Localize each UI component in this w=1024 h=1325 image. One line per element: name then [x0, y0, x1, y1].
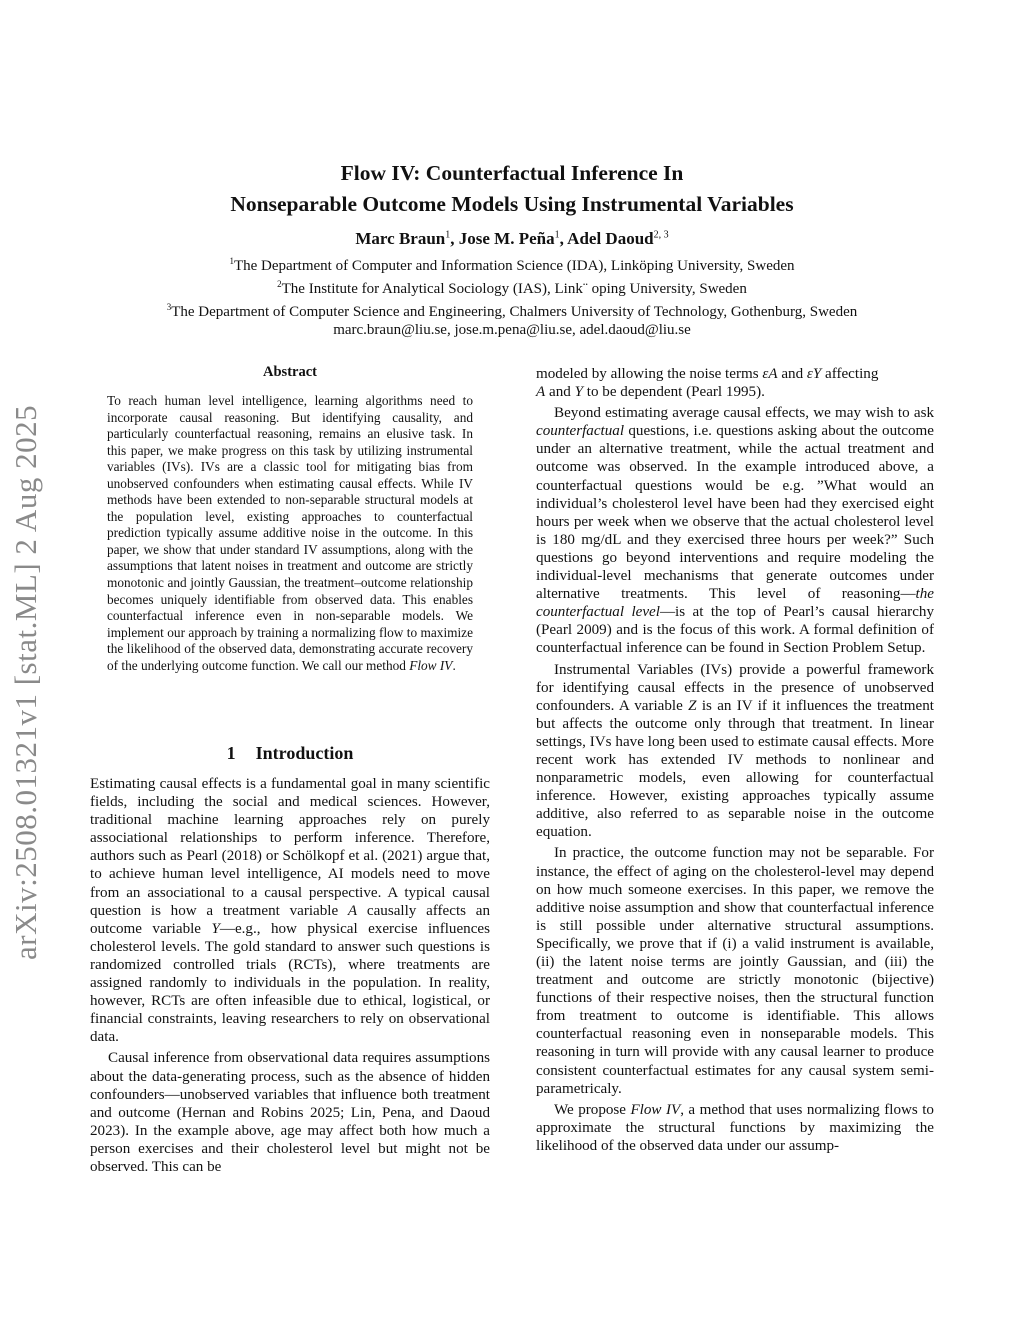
emphasis: the counterfactual level: [536, 586, 934, 621]
paragraph: Estimating causal effects is a fundamental goal in many scientific fields, including the social and medical sciences. However, traditional machine learning approaches rely on purely associational relationships to perform inference. Therefore, authors such as Pearl (2018) or Schölkopf et al. (2021) argue that, to achieve human level intelligence, AI models need to move from an associational to a causal perspective. A typical causal question is how a treatment variable A causally affects an outcome variable Y—e.g., how physical exercise influences cholesterol levels. The gold standard to answer such questions is randomized controlled trials (RCTs), where treatments are assigned randomly to individuals in the population. In reality, however, RCTs are often infeasible due to ethical, logistical, or financial constraints, leaving researchers to rely on observational data.: [90, 776, 491, 1046]
affil-text: The Department of Computer and Information Science (IDA), Linköping University, Sweden: [233, 258, 795, 274]
affil-sup: 2: [277, 279, 282, 289]
author-affil-sup: 1: [445, 229, 451, 241]
author-affil-sup: 2, 3: [653, 229, 669, 241]
affiliation-line: [0, 275, 1024, 298]
method-name: Flow IV: [409, 657, 453, 673]
author-name: Jose M. Peña: [458, 229, 555, 248]
section-number: 1: [226, 743, 236, 763]
abstract-end: .: [452, 657, 456, 673]
abstract-body: [107, 393, 473, 674]
math-var: Y: [211, 920, 220, 937]
email-line: marc.braun@liu.se, jose.m.pena@liu.se, adel.daoud@liu.se: [333, 322, 691, 338]
math-var: εA: [762, 366, 778, 382]
abstract-heading: Abstract: [263, 364, 317, 380]
affiliation-line: [0, 252, 1024, 275]
affiliations: [0, 252, 1024, 339]
paragraph: modeled by allowing the noise terms εA and εY affecting A and Y to be dependent (Pearl 1995).: [536, 366, 879, 401]
paragraph: Beyond estimating average causal effects, we may wish to ask counterfactual questions, i.e. questions asking about the outcome under an alternative treatment, while the actual treatment and outcome was observed. In the example introduced above, a counterfactual questions would be e.g. ”What would an individual’s cholesterol level have been had they exercised eight hours per week when we observe that the actual cholesterol level is 180 mg/dL and they exercised three hours per week?” Such questions go beyond interventions and require modeling the individual-level mechanisms that generate outcomes under alternative treatments. This level of reasoning—the counterfactual level—is at the top of Pearl’s causal hierarchy (Pearl 2009) and is the focus of this work. A formal definition of counterfactual inference can be found in Section Problem Setup.: [536, 405, 934, 657]
math-var: Z: [688, 697, 697, 714]
title-line-1: Flow IV: Counterfactual Inference In: [340, 161, 684, 185]
paragraph: We propose Flow IV, a method that uses normalizing flows to approximate the structural functions by maximizing the likelihood of the observed data under our assump-: [536, 1101, 934, 1154]
math-var: εY: [806, 366, 822, 382]
section-title: Introduction: [255, 743, 354, 763]
arxiv-identifier: arXiv:2508.01321v1 [stat.ML] 2 Aug 2025: [8, 404, 43, 960]
section-heading-introduction: [90, 743, 490, 764]
author-separator: ,: [450, 229, 459, 248]
author-separator: ,: [559, 229, 568, 248]
title-line-2: Nonseparable Outcome Models Using Instrumental Variables: [230, 192, 794, 216]
left-column: [90, 775, 490, 1179]
emphasis: counterfactual: [536, 423, 625, 440]
title-block: [0, 158, 1024, 339]
paper-title: [0, 158, 1024, 220]
affil-text: The Department of Computer Science and Engineering, Chalmers University of Technology, Gothenburg, Sweden: [171, 304, 858, 320]
method-name: Flow IV: [630, 1101, 681, 1118]
paragraph: Instrumental Variables (IVs) provide a powerful framework for identifying causal effects in the presence of unobserved confounders. A variable Z is an IV if it influences the treatment but affects the outcome only through that treatment. In linear settings, IVs have long been used to estimate causal effects. More recent work has extended IV methods to nonlinear and nonparametric models, even allowing for counterfactual inference. However, existing approaches typically assume additive, also referred to as separable noise in the outcome equation.: [536, 661, 934, 841]
math-var: Y: [574, 384, 583, 401]
author-list: [0, 229, 1024, 249]
math-var: A: [536, 384, 546, 401]
affiliation-line: [0, 298, 1024, 321]
affil-text: The Institute for Analytical Sociology (IAS), Link¨ oping University, Sweden: [281, 281, 747, 297]
abstract: [107, 364, 473, 674]
abstract-text: To reach human level intelligence, learning algorithms need to incorporate causal reasoning. But identifying causality, and particularly counterfactual reasoning, remains an elusive task. In this paper, we make progress on this task by utilizing instrumental variables (IVs). IVs are a classic tool for mitigating bias from unobserved confounders when estimating causal effects. While IV methods have been extended to non-separable structural models at the population level, existing approaches to counterfactual prediction typically assume additive noise in the outcome. In this paper, we show that under standard IV assumptions, along with the assumptions that latent noises in treatment and outcome are strictly monotonic and jointly Gaussian, the treatment–outcome relationship becomes uniquely identifiable from observed data. This enables counterfactual inference even in non-separable models. We implement our approach by training a normalizing flow to maximize the likelihood of the observed data, demonstrating accurate recovery of the underlying outcome function. We call our method: [107, 393, 473, 673]
math-var: A: [347, 902, 358, 919]
paragraph: In practice, the outcome function may not be separable. For instance, the effect of aging on the cholesterol-level may depend on how much someone exercises. In this paper, we remove the additive noise assumption and show that counterfactual inference is still possible under alternative structural assumptions. Specifically, we prove that if (i) a valid instrument is available, (ii) the latent noise terms are jointly Gaussian, and (iii) the treatment and outcome are strictly monotonic (bijective) functions of their respective noises, then the structural function from treatment to outcome is identifiable. This allows counterfactual reasoning even in nonseparable models. This reasoning in turn will provide with any causal learner to produce consistent counterfactual estimates for any causal system semi-parametricaly.: [536, 845, 934, 1097]
author-name: Marc Braun: [355, 229, 446, 248]
paragraph: Causal inference from observational data requires assumptions about the data-generating process, such as the absence of hidden confounders—unobserved variables that influence both treatment and outcome (Hernan and Robins 2025; Lin, Pena, and Daoud 2023). In the example above, age may affect both how much a person exercises and their cholesterol level but might not be observed. This can be: [90, 1050, 490, 1175]
author-affil-sup: 1: [554, 229, 560, 241]
affil-sup: 1: [229, 256, 234, 266]
affil-sup: 3: [166, 302, 172, 312]
right-column: [536, 365, 934, 1158]
author-name: Adel Daoud: [567, 229, 654, 248]
